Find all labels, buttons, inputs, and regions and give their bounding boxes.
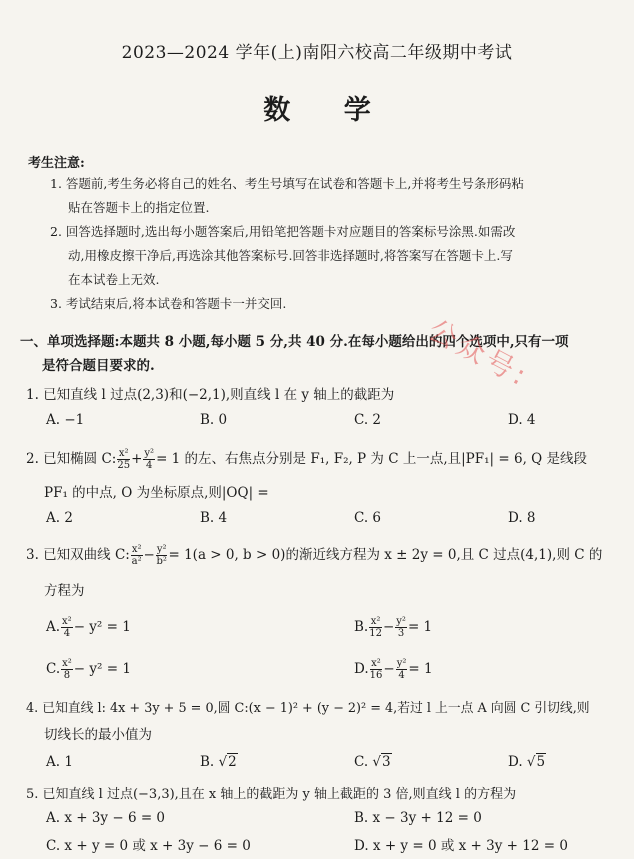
q2-frac-y: [143, 448, 155, 471]
q3c-frac: [61, 658, 73, 681]
q5-option-a: A. x + 3y − 6 = 0: [46, 810, 166, 826]
question-2-stem-line2: PF₁ 的中点, O 为坐标原点,则|OQ| =: [44, 485, 269, 501]
q4-option-c: [354, 754, 392, 770]
radicand: 5: [536, 754, 546, 770]
denominator: 8: [63, 670, 71, 681]
notice-item-2: [50, 220, 615, 292]
q2-option-c: C. 6: [354, 510, 382, 526]
q3-option-c: [46, 658, 131, 681]
denominator: 4: [63, 628, 71, 639]
option-letter: A.: [46, 619, 61, 635]
q3b-frac-1: [369, 616, 382, 639]
section-line: 一、单项选择题:本题共 8 小题,每小题 5 分,共 40 分.在每小题给出的四个选项中,只有一项: [20, 334, 569, 350]
q3d-frac-1: [370, 658, 383, 681]
radicand: 3: [382, 754, 391, 770]
q2-option-b: B. 4: [200, 510, 228, 526]
option-letter: B.: [354, 619, 369, 635]
denominator: 16: [369, 670, 383, 681]
subject-title: 数 学: [263, 95, 393, 126]
q3-frac-y: [156, 544, 168, 567]
q3-frac-x: [131, 544, 143, 567]
q3-stem-post: = 1(a > 0, b > 0)的渐近线方程为 x ± 2y = 0,且 C 过点(4,1),则 C 的: [168, 547, 603, 563]
numerator: y²: [396, 658, 407, 669]
denominator: 25: [117, 460, 131, 471]
notice-line: 贴在答题卡上的指定位置.: [68, 200, 210, 215]
numerator: x²: [62, 658, 72, 669]
question-2-stem: 2. 已知椭圆 C: $\frac{\text{x²}}{25}$ + $\frac{\text{y²}}{4}$ = 1 的左、右焦点分别是 F₁, F₂, P 为 C 上一点,且|PF₁| = 6, Q 是线段: [26, 448, 588, 471]
q1-option-a: A. −1: [46, 412, 85, 428]
option-rest: = 1: [407, 619, 433, 635]
q4-option-b: [200, 754, 238, 770]
numerator: y²: [144, 448, 155, 459]
q2-option-d: D. 8: [508, 510, 536, 526]
question-4-stem: 4. 已知直线 l: 4x + 3y + 5 = 0,圆 C:(x − 1)² + (y − 2)² = 4,若过 l 上一点 A 向圆 C 引切线,则: [26, 701, 590, 716]
denominator: 12: [369, 628, 382, 639]
question-3-stem-line2: 方程为: [44, 583, 85, 599]
exam-title: 2023—2024 学年(上)南阳六校高二年级期中考试: [121, 43, 513, 63]
denominator: a²: [131, 556, 142, 567]
numerator: y²: [396, 616, 406, 627]
numerator: y²: [156, 544, 167, 555]
numerator: x²: [370, 616, 381, 627]
watermark-stamp: 公众号:: [422, 313, 536, 394]
question-3-stem: 3. 已知双曲线 C: $\frac{\text{x²}}{\text{a²}}$ − $\frac{\text{y²}}{\text{b²}}$ = 1(a > 0, b > 0)的渐近线方程为 x ± 2y = 0,且 C 过点(4,1),则 C 的: [26, 544, 603, 567]
q2-frac-x: [117, 448, 130, 471]
notice-item-3: [50, 292, 615, 316]
notice-title: 考生注意:: [28, 156, 85, 171]
q1-option-b: B. 0: [200, 412, 228, 428]
q2-stem-post: = 1 的左、右焦点分别是 F₁, F₂, P 为 C 上一点,且|PF₁| = 6, Q 是线段: [156, 451, 588, 467]
denominator: 3: [397, 628, 405, 639]
option-rest: − y² = 1: [73, 619, 131, 635]
section-line: 是符合题目要求的.: [42, 358, 155, 374]
option-letter: D. √: [508, 754, 536, 770]
q5-option-d: D. x + y = 0 或 x + 3y + 12 = 0: [354, 838, 568, 854]
q5-option-c: C. x + y = 0 或 x + 3y − 6 = 0: [46, 838, 251, 854]
q3-option-a: [46, 616, 131, 639]
numerator: x²: [371, 658, 381, 669]
q5-option-b: B. x − 3y + 12 = 0: [354, 810, 482, 826]
q3-stem-pre: 3. 已知双曲线 C:: [26, 547, 130, 563]
numerator: x²: [118, 448, 129, 459]
question-1-stem: 1. 已知直线 l 过点(2,3)和(−2,1),则直线 l 在 y 轴上的截距为: [26, 387, 395, 403]
numerator: x²: [131, 544, 142, 555]
q3b-frac-2: [395, 616, 407, 639]
q3a-frac: [61, 616, 73, 639]
option-rest: = 1: [408, 661, 433, 677]
notice-line: 在本试卷上无效.: [68, 272, 160, 287]
q1-option-c: C. 2: [354, 412, 382, 428]
question-5-stem: 5. 已知直线 l 过点(−3,3),且在 x 轴上的截距为 y 轴上截距的 3 倍,则直线 l 的方程为: [26, 787, 517, 802]
notice-line: 动,用橡皮擦干净后,再选涂其他答案标号.回答非选择题时,将答案写在答题卡上.写: [68, 248, 513, 263]
option-letter: C.: [46, 661, 61, 677]
q4-option-a: A. 1: [46, 754, 73, 770]
option-letter: C. √: [354, 754, 382, 770]
radicand: 2: [228, 754, 237, 770]
option-letter: D.: [354, 661, 369, 677]
q1-option-d: D. 4: [508, 412, 536, 428]
q2-stem-pre: 2. 已知椭圆 C:: [26, 451, 117, 467]
q4-option-d: [508, 754, 546, 770]
q2-option-a: A. 2: [46, 510, 73, 526]
q3-option-b: B. $\frac{\text{x²}}{12}$ − $\frac{\text{y²}}{3}$ = 1: [354, 616, 433, 639]
option-letter: B. √: [200, 754, 228, 770]
notice-line: 3. 考试结束后,将本试卷和答题卡一并交回.: [50, 296, 287, 311]
notice-line: 1. 答题前,考生务必将自己的姓名、考生号填写在试卷和答题卡上,并将考生号条形码粘: [50, 176, 524, 191]
denominator: 4: [398, 670, 405, 681]
denominator: 4: [146, 460, 153, 471]
question-4-stem-line2: 切线长的最小值为: [44, 727, 152, 743]
denominator: b²: [156, 556, 167, 567]
q3-option-d: D. $\frac{\text{x²}}{16}$ − $\frac{\text{y²}}{4}$ = 1: [354, 658, 433, 681]
notice-item-1: [50, 172, 615, 220]
numerator: x²: [62, 616, 72, 627]
option-rest: − y² = 1: [73, 661, 131, 677]
notice-line: 2. 回答选择题时,选出每小题答案后,用铅笔把答题卡对应题目的答案标号涂黑.如需改: [50, 224, 516, 239]
q3d-frac-2: [396, 658, 408, 681]
